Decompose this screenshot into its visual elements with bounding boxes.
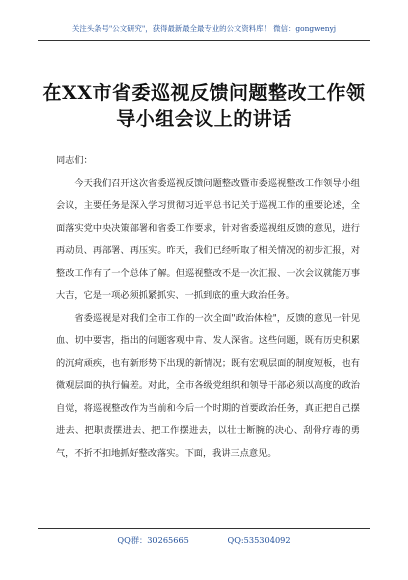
footer-qq-group: QQ群：30265665	[117, 535, 189, 545]
footer-contact	[38, 528, 370, 546]
document-body	[56, 150, 360, 465]
salutation: 同志们：	[56, 155, 93, 166]
title-line-2: 导小组会议上的讲话	[116, 108, 292, 130]
footer-qq: QQ:535304092	[227, 535, 291, 545]
title-line-1: 在XX市省委巡视反馈问题整改工作领	[42, 82, 366, 104]
header-banner-text: 关注头条号"公文研究"，获得最新最全最专业的公文资料库！ 微信：gongwenyj	[71, 24, 337, 33]
header-banner	[38, 22, 370, 41]
paragraph-2: 省委巡视是对我们全市工作的一次全面"政治体检"，反馈的意见一针见血、切中要害，指出的问题客观中肯、发人深省。这些问题，既有历史积累的沉疴顽疾，也有新形势下出现的新情况；既有宏观层面的制度短板，也有微观层面的执行偏差。对此，全市各级党组织和领导干部必须以高度的政治自觉，将巡视整改作为当前和今后一个时期的首要政治任务，真正把自己摆进去、把职责摆进去、把工作摆进去，以壮士断腕的决心、刮骨疗毒的勇气，不折不扣地抓好整改落实。下面，我讲三点意见。	[56, 312, 360, 459]
paragraph-1: 今天我们召开这次省委巡视反馈问题整改暨市委巡视整改工作领导小组会议，主要任务是深入学习贯彻习近平总书记关于巡视工作的重要论述，全面落实党中央决策部署和省委工作要求，针对省委巡视组反馈的意见，进行再动员、再部署、再压实。昨天，我们已经听取了相关情况的初步汇报，对整改工作有了一个总体了解。但巡视整改不是一次汇报、一次会议就能万事大吉，它是一项必须抓紧抓实、一抓到底的重大政治任务。	[56, 177, 360, 301]
document-title	[40, 80, 368, 132]
